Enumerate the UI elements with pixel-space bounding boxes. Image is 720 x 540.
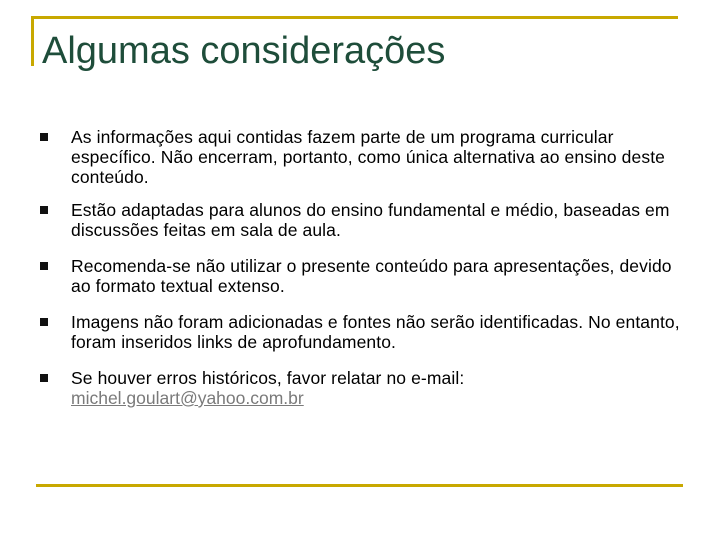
bullet-text-4: Imagens não foram adicionadas e fontes não serão identificadas. No entanto, foram inseridos links de aprofundamento. — [71, 312, 680, 352]
email-link[interactable]: michel.goulart@yahoo.com.br — [71, 388, 304, 408]
square-bullet-icon — [40, 318, 48, 326]
square-bullet-icon — [40, 133, 48, 141]
title-frame-left-rule — [31, 16, 34, 66]
square-bullet-icon — [40, 206, 48, 214]
bullet-item-1 — [40, 127, 680, 187]
square-bullet-icon — [40, 262, 48, 270]
bullet-item-2 — [40, 200, 680, 240]
bullet-item-3 — [40, 256, 680, 296]
bullet-text-1: As informações aqui contidas fazem parte de um programa curricular específico. Não encerram, portanto, como única alternativa ao ensino deste conteúdo. — [71, 127, 665, 187]
bullet-text-3: Recomenda-se não utilizar o presente conteúdo para apresentações, devido ao formato textual extenso. — [71, 256, 672, 296]
bullet-list — [40, 127, 680, 421]
bullet-item-4 — [40, 312, 680, 352]
slide-title: Algumas considerações — [42, 30, 446, 72]
square-bullet-icon — [40, 374, 48, 382]
bullet-item-5 — [40, 368, 680, 408]
bottom-rule — [36, 484, 683, 487]
title-frame-top-rule — [31, 16, 678, 19]
bullet-text-5: Se houver erros históricos, favor relatar no e-mail: — [71, 368, 465, 388]
bullet-text-2: Estão adaptadas para alunos do ensino fundamental e médio, baseadas em discussões feitas em sala de aula. — [71, 200, 670, 240]
